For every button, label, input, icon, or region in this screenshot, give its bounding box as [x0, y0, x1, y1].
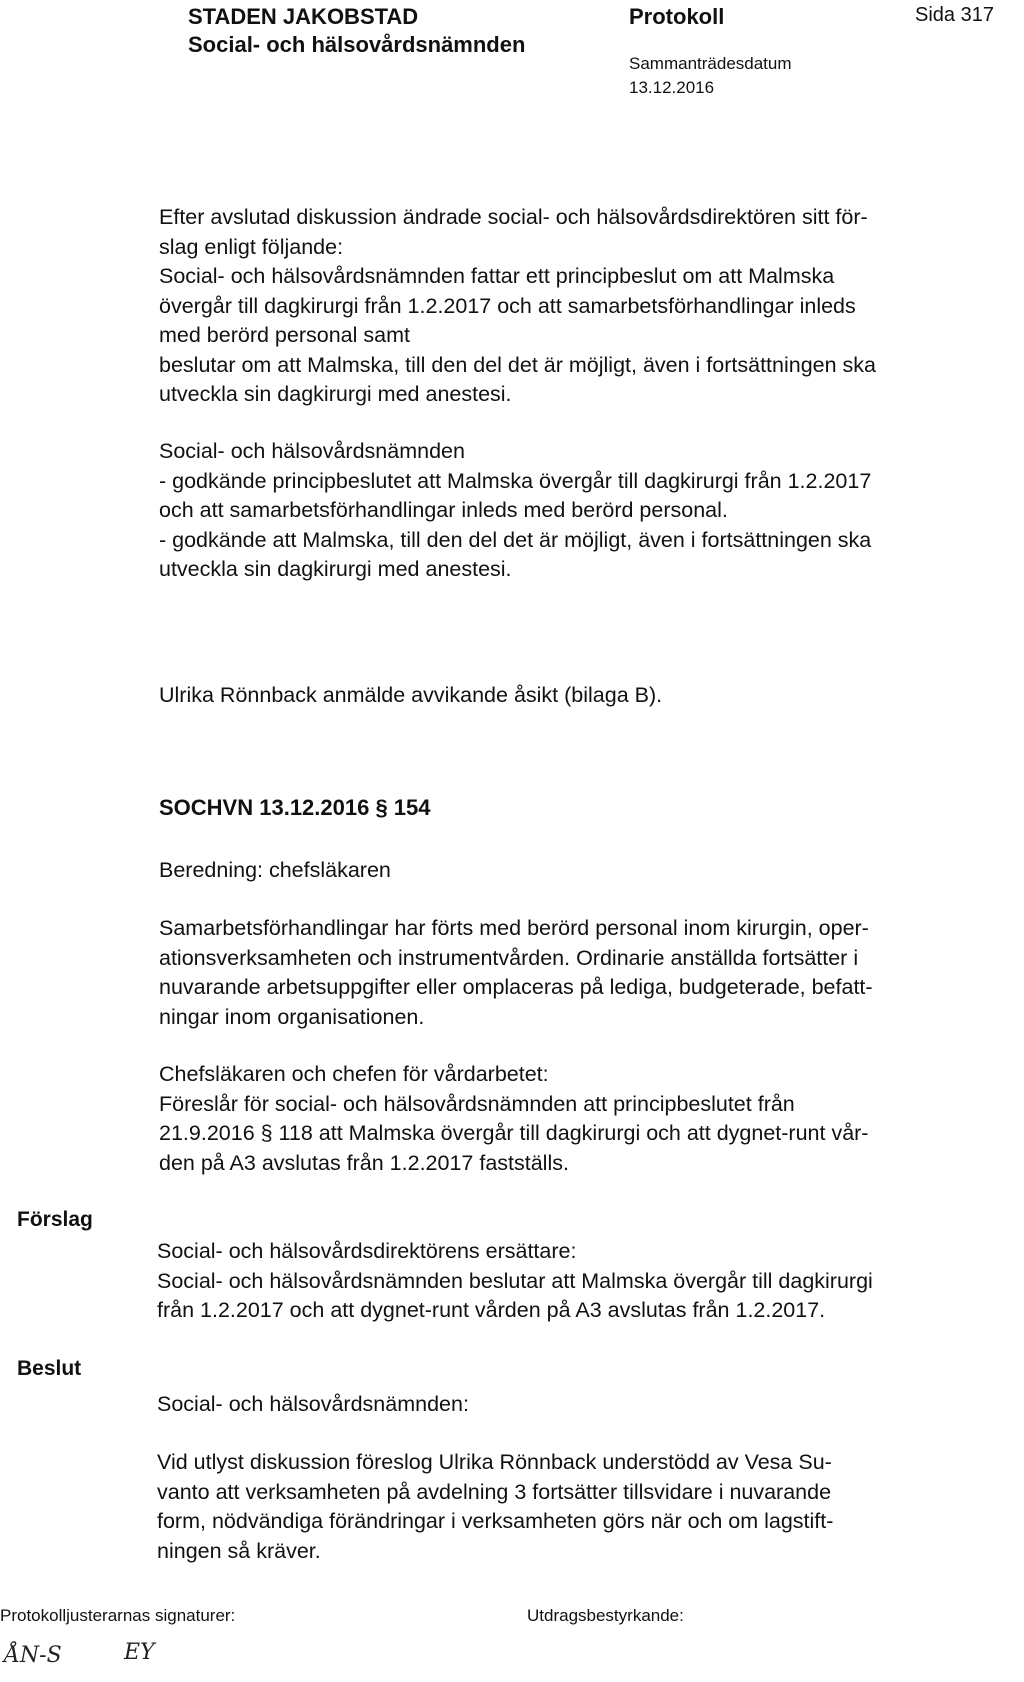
- text-line: Samarbetsförhandlingar har förts med berörd personal inom kirurgin, oper-: [159, 916, 869, 940]
- chief-physician-proposal: [159, 1060, 868, 1178]
- text-line: 21.9.2016 § 118 att Malmska övergår till dagkirurgi och att dygnet-runt vår-: [159, 1121, 869, 1145]
- text-line: - godkände att Malmska, till den del det är möjligt, även i fortsättningen ska: [159, 527, 872, 552]
- text-line: slag enligt följande:: [159, 234, 344, 259]
- text-line: form, nödvändiga förändringar i verksamheten görs när och om lagstift-: [157, 1509, 834, 1533]
- page-number: Sida 317: [915, 4, 994, 26]
- text-line: Social- och hälsovårdsnämnden fattar ett principbeslut om att Malmska: [159, 264, 835, 288]
- meeting-date: 13.12.2016: [629, 78, 715, 97]
- text-line: Social- och hälsovårdsdirektörens ersättare:: [157, 1239, 577, 1263]
- signatures-label: Protokolljusterarnas signaturer:: [0, 1606, 236, 1625]
- text-line: utveckla sin dagkirurgi med anestesi.: [159, 382, 512, 406]
- text-line: ningen så kräver.: [157, 1538, 321, 1563]
- text-line: den på A3 avslutas från 1.2.2017 fastställs.: [159, 1150, 569, 1175]
- document-type: Protokoll: [629, 4, 725, 29]
- decision-paragraph: [157, 1448, 833, 1566]
- discussion-paragraph: [159, 203, 876, 410]
- board-decision-paragraph: [159, 437, 871, 585]
- text-line: - godkände principbeslutet att Malmska övergår till dagkirurgi från 1.2.2017: [159, 468, 872, 493]
- dissent-note: Ulrika Rönnback anmälde avvikande åsikt (bilaga B).: [159, 683, 663, 707]
- text-line: övergår till dagkirurgi från 1.2.2017 och att samarbetsförhandlingar inleds: [159, 293, 856, 318]
- side-label-decision: Beslut: [17, 1357, 82, 1380]
- text-line: Chefsläkaren och chefen för vårdarbetet:: [159, 1062, 549, 1086]
- text-line: utveckla sin dagkirurgi med anestesi.: [159, 557, 512, 581]
- text-line: Social- och hälsovårdsnämnden: [159, 439, 465, 463]
- text-line: ningar inom organisationen.: [159, 1004, 425, 1029]
- signature-mark: ÅN-S: [4, 1643, 62, 1668]
- negotiations-paragraph: [159, 914, 873, 1032]
- text-line: nuvarande arbetsuppgifter eller omplaceras på lediga, budgeterade, befatt-: [159, 975, 873, 999]
- text-line: beslutar om att Malmska, till den del det är möjligt, även i fortsättningen ska: [159, 352, 877, 377]
- municipality-name: STADEN JAKOBSTAD: [188, 4, 419, 29]
- text-line: och att samarbetsförhandlingar inleds med berörd personal.: [159, 498, 728, 522]
- meeting-date-label: Sammanträdesdatum: [629, 54, 792, 73]
- extract-certification-label: Utdragsbestyrkande:: [527, 1606, 684, 1625]
- text-line: Social- och hälsovårdsnämnden beslutar att Malmska övergår till dagkirurgi: [157, 1268, 873, 1293]
- text-line: ationsverksamheten och instrumentvården. Ordinarie anställda fortsätter i: [159, 945, 859, 970]
- text-line: med berörd personal samt: [159, 323, 410, 347]
- text-line: vanto att verksamheten på avdelning 3 fortsätter tillsvidare i nuvarande: [157, 1479, 832, 1504]
- signature-mark: EY: [124, 1640, 155, 1665]
- proposal-paragraph: [157, 1237, 873, 1326]
- item-heading: SOCHVN 13.12.2016 § 154: [159, 795, 431, 820]
- text-line: Efter avslutad diskussion ändrade social- och hälsovårdsdirektören sitt för-: [159, 205, 868, 229]
- text-line: Vid utlyst diskussion föreslog Ulrika Rönnback understödd av Vesa Su-: [157, 1450, 832, 1474]
- text-line: Föreslår för social- och hälsovårdsnämnden att principbeslutet från: [159, 1091, 795, 1116]
- preparation-line: Beredning: chefsläkaren: [159, 858, 391, 882]
- side-label-proposal: Förslag: [17, 1208, 93, 1231]
- text-line: från 1.2.2017 och att dygnet-runt vården på A3 avslutas från 1.2.2017.: [157, 1298, 826, 1322]
- board-name: Social- och hälsovårdsnämnden: [188, 32, 526, 57]
- decision-intro: Social- och hälsovårdsnämnden:: [157, 1392, 469, 1416]
